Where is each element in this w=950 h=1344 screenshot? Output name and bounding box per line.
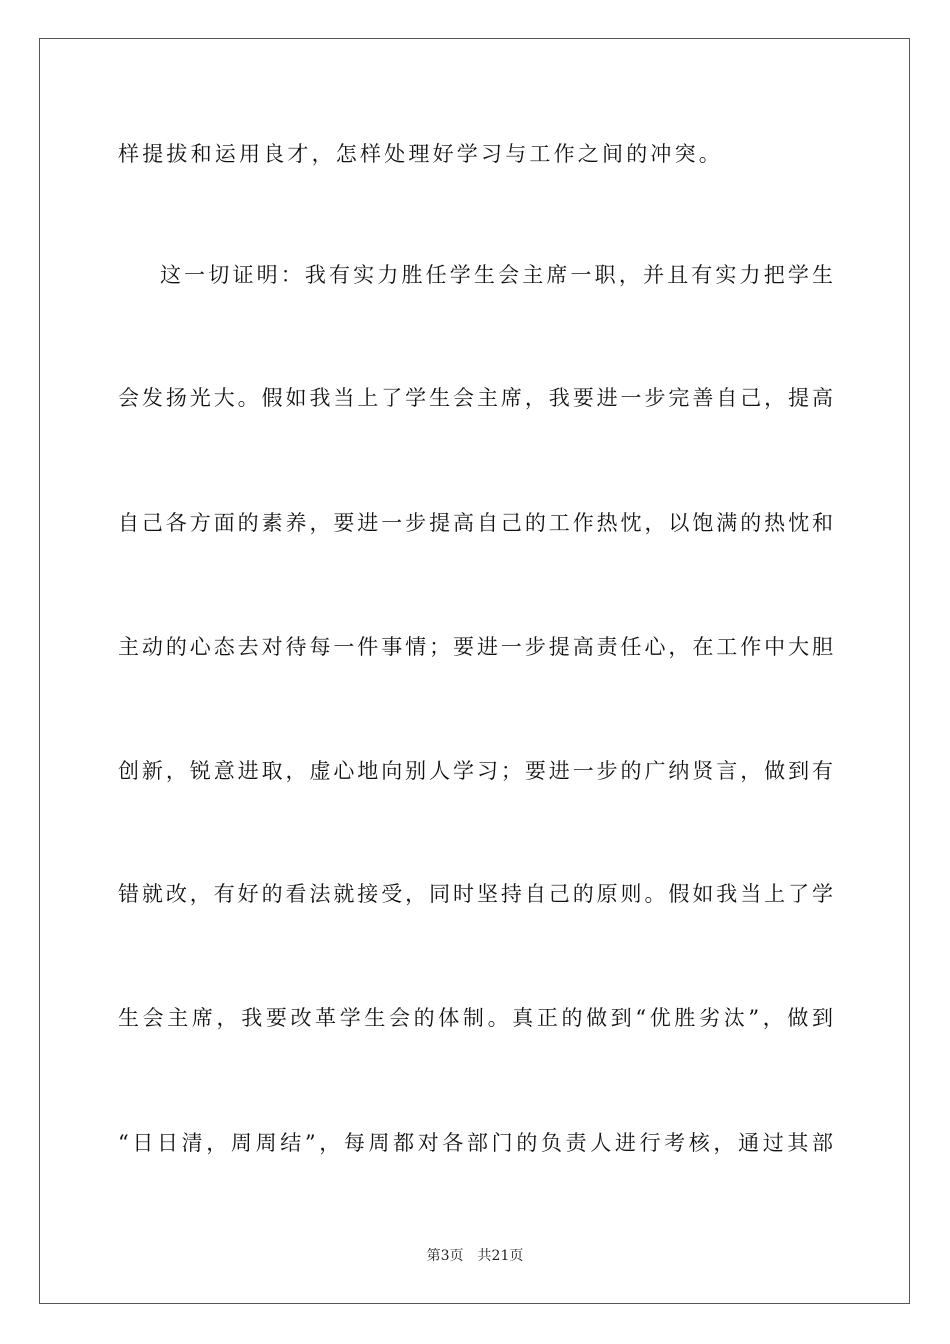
page-footer <box>0 1247 950 1265</box>
text-line-7: 错就改，有好的看法就接受，同时坚持自己的原则。假如我当上了学 <box>118 882 833 906</box>
text-line-5: 主动的心态去对待每一件事情；要进一步提高责任心，在工作中大胆 <box>118 635 833 659</box>
text-line-2: 这一切证明：我有实力胜任学生会主席一职，并且有实力把学生 <box>160 263 833 287</box>
text-line-9: “日日清，周周结”，每周都对各部门的负责人进行考核，通过其部 <box>118 1131 833 1155</box>
text-line-4: 自己各方面的素养，要进一步提高自己的工作热忱，以饱满的热忱和 <box>118 511 833 535</box>
text-line-1: 样提拔和运用良才，怎样处理好学习与工作之间的冲突。 <box>118 142 723 166</box>
page-frame <box>39 38 910 1304</box>
page-number: 第3页 <box>426 1248 464 1264</box>
text-line-6: 创新，锐意进取，虚心地向别人学习；要进一步的广纳贤言，做到有 <box>118 759 833 783</box>
text-line-8: 生会主席，我要改革学生会的体制。真正的做到“优胜劣汰”，做到 <box>118 1006 833 1030</box>
text-line-3: 会发扬光大。假如我当上了学生会主席，我要进一步完善自己，提高 <box>118 386 833 410</box>
page-total: 共21页 <box>477 1248 524 1264</box>
